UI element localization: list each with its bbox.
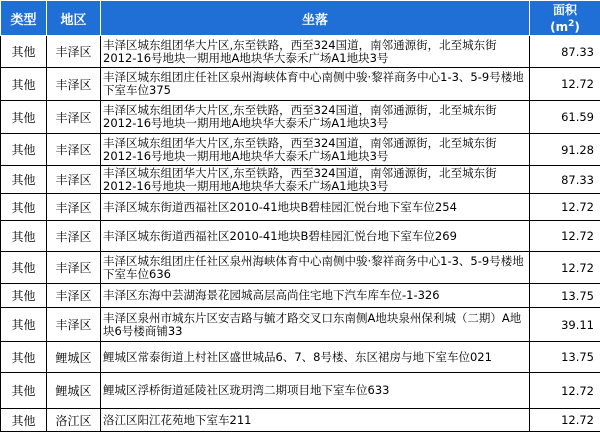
cell-district: 鲤城区 [47, 342, 101, 373]
cell-location: 丰泽区城东组团华大片区,东至铁路，西至324国道，南邻通源街，北至城东街2012-16号地块一期用地A地块华大泰禾广场A1地块3号 [101, 166, 530, 194]
cell-location: 丰泽区城东组团华大片区,东至铁路，西至324国道，南邻通源街，北至城东街2012-16号地块一期用地A地块华大泰禾广场A1地块3号 [101, 101, 530, 134]
cell-area: 12.72 [530, 373, 600, 409]
cell-area: 13.75 [530, 284, 600, 308]
header-area-unit-close: ) [574, 19, 580, 34]
cell-type: 其他 [1, 342, 47, 373]
cell-type: 其他 [1, 221, 47, 252]
header-district: 地区 [47, 1, 101, 36]
cell-district: 丰泽区 [47, 68, 101, 101]
header-area [530, 1, 600, 36]
cell-location: 鲤城区浮桥街道延陵社区珑玥湾二期项目地下室车位633 [101, 373, 530, 409]
cell-district: 丰泽区 [47, 134, 101, 166]
table-row [1, 252, 600, 284]
cell-district: 丰泽区 [47, 101, 101, 134]
cell-location: 丰泽区城东街道西福社区2010-41地块B碧桂园汇悦台地下室车位269 [101, 221, 530, 252]
table-row [1, 373, 600, 409]
header-area-label: 面积 [552, 2, 577, 17]
table-row [1, 284, 600, 308]
cell-type: 其他 [1, 284, 47, 308]
cell-location: 丰泽区城东组团庄任社区泉州海峡体育中心南侧中骏·黎祥商务中心1-3、5-9号楼地下室车位375 [101, 68, 530, 101]
table-row [1, 166, 600, 194]
header-area-unit-open: (m [550, 19, 569, 34]
table-row [1, 68, 600, 101]
cell-type: 其他 [1, 252, 47, 284]
cell-area: 12.72 [530, 252, 600, 284]
header-row [1, 1, 600, 36]
cell-district: 丰泽区 [47, 308, 101, 342]
table-row [1, 36, 600, 68]
cell-area: 87.33 [530, 166, 600, 194]
cell-district: 丰泽区 [47, 166, 101, 194]
cell-district: 丰泽区 [47, 284, 101, 308]
cell-area: 39.11 [530, 308, 600, 342]
table-row [1, 134, 600, 166]
cell-area: 12.72 [530, 221, 600, 252]
cell-district: 鲤城区 [47, 373, 101, 409]
cell-type: 其他 [1, 101, 47, 134]
table-row [1, 342, 600, 373]
table-row [1, 101, 600, 134]
table-row [1, 221, 600, 252]
cell-area: 91.28 [530, 134, 600, 166]
cell-area: 12.72 [530, 409, 600, 432]
cell-location: 丰泽区泉州市城东片区安吉路与毓才路交叉口东南侧A地块泉州保利城（二期）A地块6号楼商铺33 [101, 308, 530, 342]
cell-district: 洛江区 [47, 409, 101, 432]
cell-district: 丰泽区 [47, 221, 101, 252]
cell-location: 鲤城区常泰街道上村社区盛世城品6、7、8号楼、东区裙房与地下室车位021 [101, 342, 530, 373]
cell-district: 丰泽区 [47, 252, 101, 284]
table-row [1, 194, 600, 221]
cell-type: 其他 [1, 134, 47, 166]
cell-type: 其他 [1, 308, 47, 342]
cell-location: 丰泽区城东组团庄任社区泉州海峡体育中心南侧中骏·黎祥商务中心1-3、5-9号楼地下室车位636 [101, 252, 530, 284]
header-location: 坐落 [101, 1, 530, 36]
cell-type: 其他 [1, 409, 47, 432]
cell-district: 丰泽区 [47, 194, 101, 221]
cell-type: 其他 [1, 68, 47, 101]
cell-location: 丰泽区城东组团华大片区,东至铁路，西至324国道，南邻通源街，北至城东街2012-16号地块一期用地A地块华大泰禾广场A1地块3号 [101, 36, 530, 68]
cell-area: 13.75 [530, 342, 600, 373]
cell-area: 61.59 [530, 101, 600, 134]
cell-location: 丰泽区城东街道西福社区2010-41地块B碧桂园汇悦台地下室车位254 [101, 194, 530, 221]
header-type: 类型 [1, 1, 47, 36]
cell-district: 丰泽区 [47, 36, 101, 68]
cell-type: 其他 [1, 194, 47, 221]
cell-location: 丰泽区东海中芸湖海景花园城高层高尚住宅地下汽车库车位-1-326 [101, 284, 530, 308]
cell-type: 其他 [1, 36, 47, 68]
cell-area: 12.72 [530, 194, 600, 221]
cell-area: 87.33 [530, 36, 600, 68]
table-row [1, 409, 600, 432]
header-area-unit-sup: 2 [568, 18, 575, 29]
cell-area: 12.72 [530, 68, 600, 101]
cell-type: 其他 [1, 166, 47, 194]
cell-location: 丰泽区城东组团华大片区,东至铁路，西至324国道，南邻通源街，北至城东街2012-16号地块一期用地A地块华大泰禾广场A1地块3号 [101, 134, 530, 166]
cell-location: 洛江区阳江花苑地下室车211 [101, 409, 530, 432]
table-row [1, 308, 600, 342]
cell-type: 其他 [1, 373, 47, 409]
